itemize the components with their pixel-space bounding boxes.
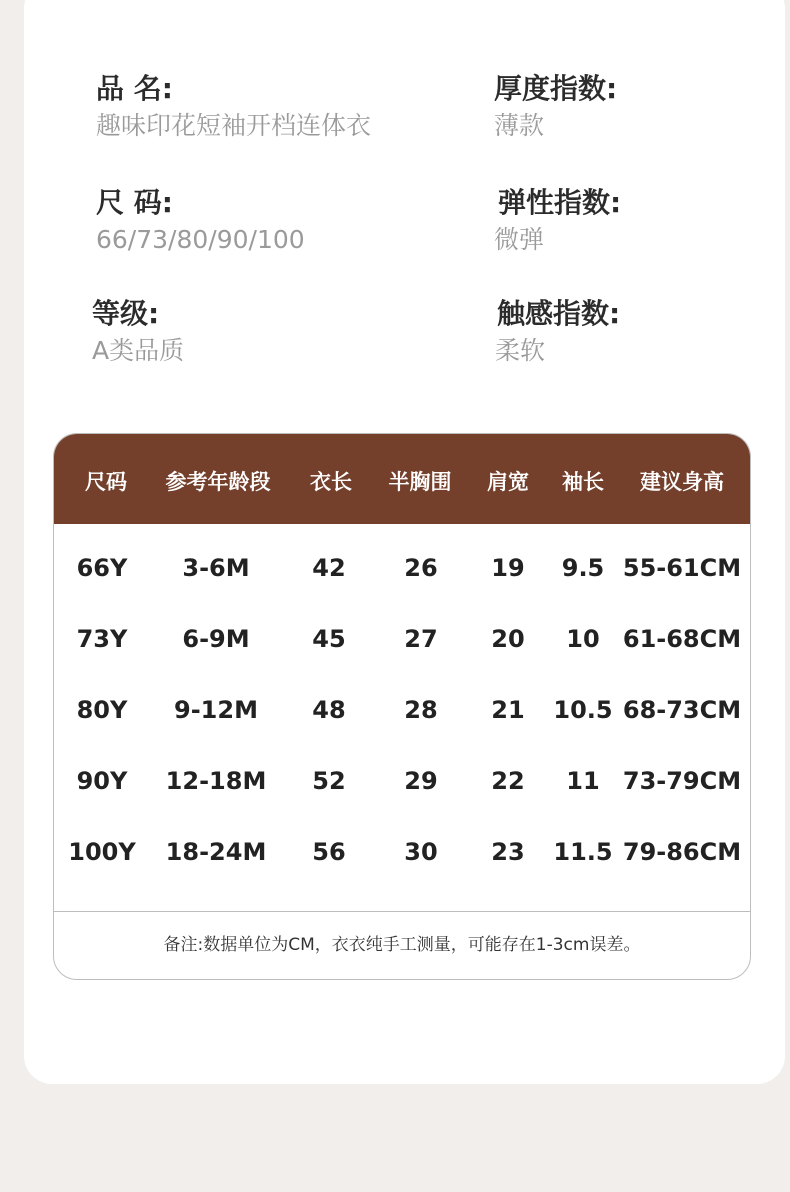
attr-thickness [494, 72, 617, 142]
cell-size: 66Y [76, 554, 128, 582]
header-sleeve: 袖长 [562, 470, 604, 494]
table-row [54, 533, 750, 603]
cell-length: 45 [312, 625, 346, 653]
header-shoulder: 肩宽 [487, 470, 529, 494]
cell-shoulder: 22 [491, 767, 525, 795]
attr-product-name-value: 趣味印花短袖开档连体衣 [96, 111, 372, 140]
table-row [54, 817, 750, 887]
header-size: 尺码 [85, 470, 127, 494]
table-row [54, 604, 750, 674]
cell-half-chest: 26 [404, 554, 438, 582]
attr-grade-label: 等级: [92, 297, 160, 330]
attr-touch [497, 297, 620, 367]
cell-sleeve: 10.5 [553, 696, 613, 724]
cell-age-range: 9-12M [174, 696, 258, 724]
cell-shoulder: 20 [491, 625, 525, 653]
cell-shoulder: 19 [491, 554, 525, 582]
attr-touch-label: 触感指数: [497, 297, 621, 330]
cell-half-chest: 29 [404, 767, 438, 795]
cell-half-chest: 27 [404, 625, 438, 653]
cell-shoulder: 23 [491, 838, 525, 866]
cell-size: 90Y [76, 767, 128, 795]
attr-elasticity-value: 微弹 [494, 225, 545, 254]
attr-size-value: 66/73/80/90/100 [96, 225, 305, 254]
cell-age-range: 12-18M [165, 767, 267, 795]
cell-suggested-height: 79-86CM [622, 838, 742, 866]
table-row [54, 746, 750, 816]
cell-half-chest: 30 [404, 838, 438, 866]
cell-age-range: 18-24M [165, 838, 267, 866]
attr-grade [92, 297, 184, 367]
attr-elasticity [494, 186, 622, 256]
cell-suggested-height: 61-68CM [622, 625, 742, 653]
attr-size-label: 尺 码: [96, 186, 173, 219]
cell-shoulder: 21 [491, 696, 525, 724]
cell-age-range: 6-9M [182, 625, 250, 653]
table-row [54, 675, 750, 745]
table-note: 备注:数据单位为CM，衣衣纯手工测量，可能存在1-3cm误差。 [163, 935, 641, 955]
cell-size: 80Y [76, 696, 128, 724]
header-suggested-height: 建议身高 [640, 470, 724, 494]
attr-thickness-value: 薄款 [494, 111, 545, 140]
cell-length: 56 [312, 838, 346, 866]
header-half-chest: 半胸围 [388, 470, 452, 494]
cell-age-range: 3-6M [182, 554, 250, 582]
cell-sleeve: 10 [566, 625, 600, 653]
cell-suggested-height: 55-61CM [622, 554, 742, 582]
attr-grade-value: A类品质 [92, 336, 185, 365]
header-length: 衣长 [310, 470, 352, 494]
header-age-range: 参考年龄段 [165, 470, 271, 494]
size-chart-table [53, 433, 751, 980]
attr-touch-value: 柔软 [495, 336, 546, 365]
attr-size [96, 186, 305, 256]
cell-size: 73Y [76, 625, 128, 653]
attr-product-name-label: 品 名: [96, 72, 173, 105]
attr-thickness-label: 厚度指数: [494, 72, 618, 105]
cell-suggested-height: 73-79CM [622, 767, 742, 795]
attr-elasticity-label: 弹性指数: [498, 186, 622, 219]
size-chart-header-row [54, 434, 750, 524]
cell-sleeve: 9.5 [561, 554, 605, 582]
cell-suggested-height: 68-73CM [622, 696, 742, 724]
cell-sleeve: 11 [566, 767, 600, 795]
cell-half-chest: 28 [404, 696, 438, 724]
cell-sleeve: 11.5 [553, 838, 613, 866]
attr-product-name [96, 72, 371, 142]
cell-length: 52 [312, 767, 346, 795]
cell-length: 42 [312, 554, 346, 582]
cell-size: 100Y [68, 838, 136, 866]
cell-length: 48 [312, 696, 346, 724]
